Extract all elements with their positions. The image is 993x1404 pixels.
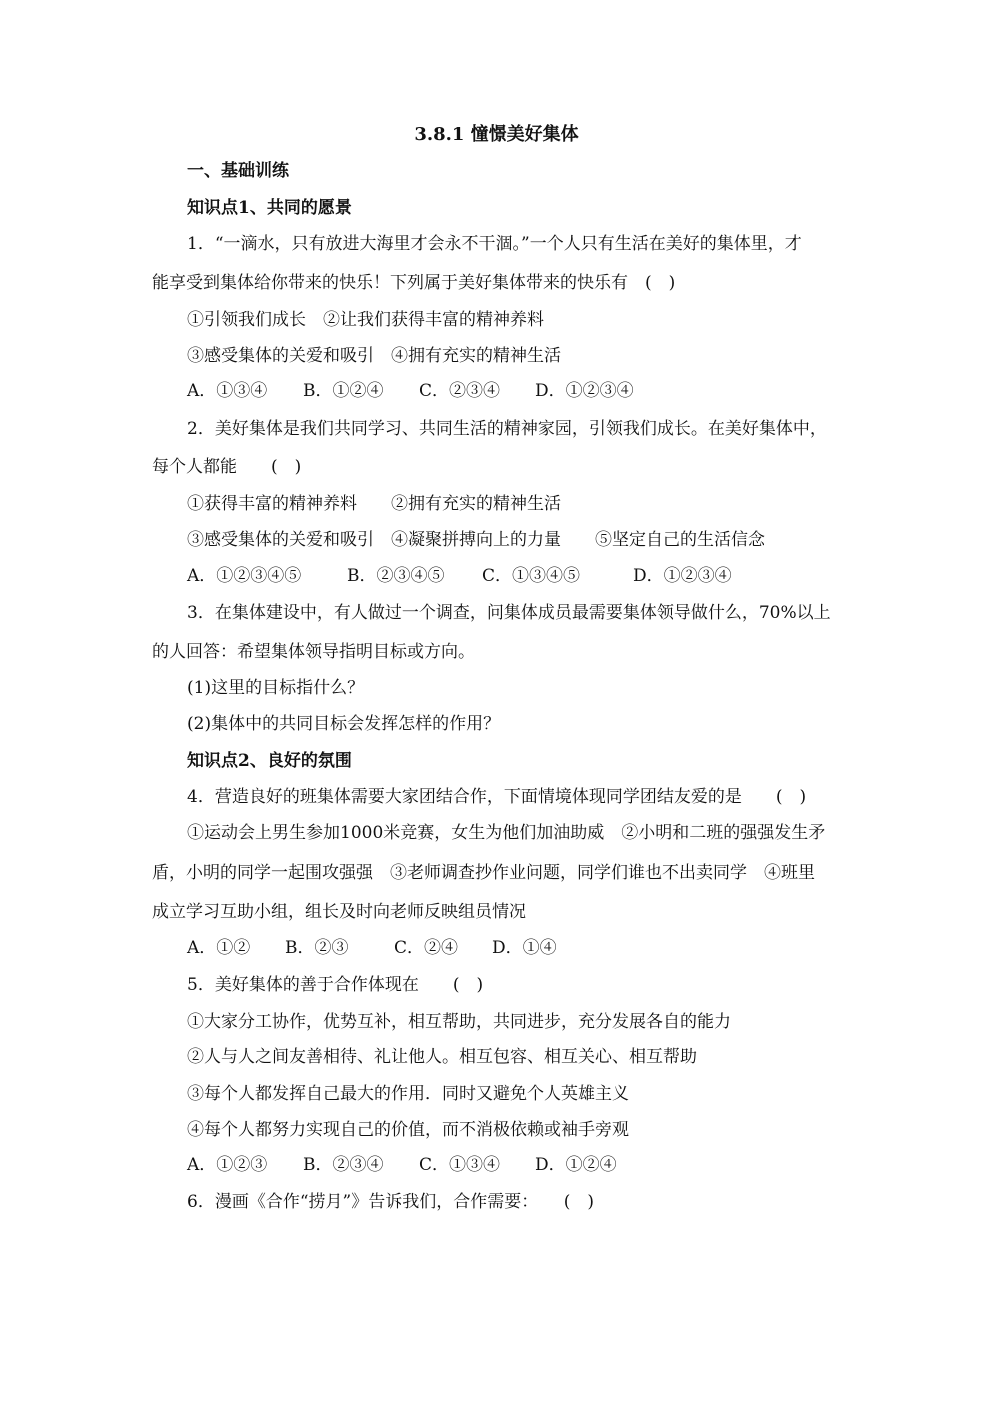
q4-option-c: C．②④ (394, 938, 459, 958)
knowledge-point-2: 知识点2、良好的氛围 (187, 751, 352, 771)
section-heading: 一、基础训练 (187, 161, 289, 181)
q1-options (187, 380, 634, 402)
q1-item-a: ①引领我们成长 ②让我们获得丰富的精神养料 (187, 310, 544, 330)
q2-item-a: ①获得丰富的精神养料 ②拥有充实的精神生活 (187, 494, 561, 514)
q5-item-3: ③每个人都发挥自己最大的作用．同时又避免个人英雄主义 (187, 1084, 629, 1104)
q2-option-a: A．①②③④⑤ (187, 566, 302, 586)
q2-option-d: D．①②③④ (633, 566, 732, 586)
q5-option-a: A．①②③ (187, 1155, 268, 1175)
q2-item-b: ③感受集体的关爱和吸引 ④凝聚拼搏向上的力量 ⑤坚定自己的生活信念 (187, 530, 765, 550)
q4-option-a: A．①② (187, 938, 251, 958)
q3-stem-line2: 的人回答：希望集体领导指明目标或方向。 (152, 642, 475, 662)
q4-stem-line4: 成立学习互助小组，组长及时向老师反映组员情况 (152, 902, 526, 922)
q5-item-1: ①大家分工协作，优势互补，相互帮助，共同进步，充分发展各自的能力 (187, 1012, 731, 1032)
q4-stem-line1: 4．营造良好的班集体需要大家团结合作，下面情境体现同学团结友爱的是 ( ) (187, 787, 807, 807)
q1-option-b: B．①②④ (303, 381, 384, 401)
q4-stem-line3: 盾，小明的同学一起围攻强强 ③老师调查抄作业问题，同学们谁也不出卖同学 ④班里 (152, 863, 815, 883)
q2-options (187, 565, 732, 587)
q2-stem-line2: 每个人都能 ( ) (152, 457, 302, 477)
q5-option-d: D．①②④ (535, 1155, 617, 1175)
q2-option-b: B．②③④⑤ (347, 566, 445, 586)
q1-option-c: C．②③④ (419, 381, 501, 401)
q5-item-2: ②人与人之间友善相待、礼让他人。相互包容、相互关心、相互帮助 (187, 1047, 697, 1067)
q4-option-b: B．②③ (285, 938, 349, 958)
q2-stem-line1: 2．美好集体是我们共同学习、共同生活的精神家园，引领我们成长。在美好集体中， (187, 419, 827, 439)
q6-stem: 6．漫画《合作“捞月”》告诉我们，合作需要： ( ) (187, 1192, 594, 1212)
q3-sub-question-2: (2)集体中的共同目标会发挥怎样的作用？ (187, 714, 501, 734)
q4-stem-line2: ①运动会上男生参加1000米竞赛，女生为他们加油助威 ②小明和二班的强强发生矛 (187, 823, 826, 843)
q1-stem-line1: 1．“一滴水，只有放进大海里才会永不干涸。”一个人只有生活在美好的集体里，才 (187, 234, 802, 254)
q1-option-a: A．①③④ (187, 381, 268, 401)
q1-stem-line2: 能享受到集体给你带来的快乐！下列属于美好集体带来的快乐有 ( ) (152, 273, 676, 293)
q4-options (187, 937, 557, 959)
page-title: 3.8.1 憧憬美好集体 (414, 124, 579, 145)
q4-option-d: D．①④ (492, 938, 557, 958)
q5-stem: 5．美好集体的善于合作体现在 ( ) (187, 975, 484, 995)
knowledge-point-1: 知识点1、共同的愿景 (187, 198, 352, 218)
q3-stem-line1: 3．在集体建设中，有人做过一个调查，问集体成员最需要集体领导做什么，70%以上 (187, 603, 831, 623)
q5-option-b: B．②③④ (303, 1155, 384, 1175)
q1-option-d: D．①②③④ (535, 381, 634, 401)
q2-option-c: C．①③④⑤ (482, 566, 581, 586)
q3-sub-question-1: (1)这里的目标指什么？ (187, 678, 365, 698)
q5-option-c: C．①③④ (419, 1155, 501, 1175)
q5-options (187, 1154, 617, 1176)
q5-item-4: ④每个人都努力实现自己的价值，而不消极依赖或袖手旁观 (187, 1120, 629, 1140)
q1-item-b: ③感受集体的关爱和吸引 ④拥有充实的精神生活 (187, 346, 561, 366)
